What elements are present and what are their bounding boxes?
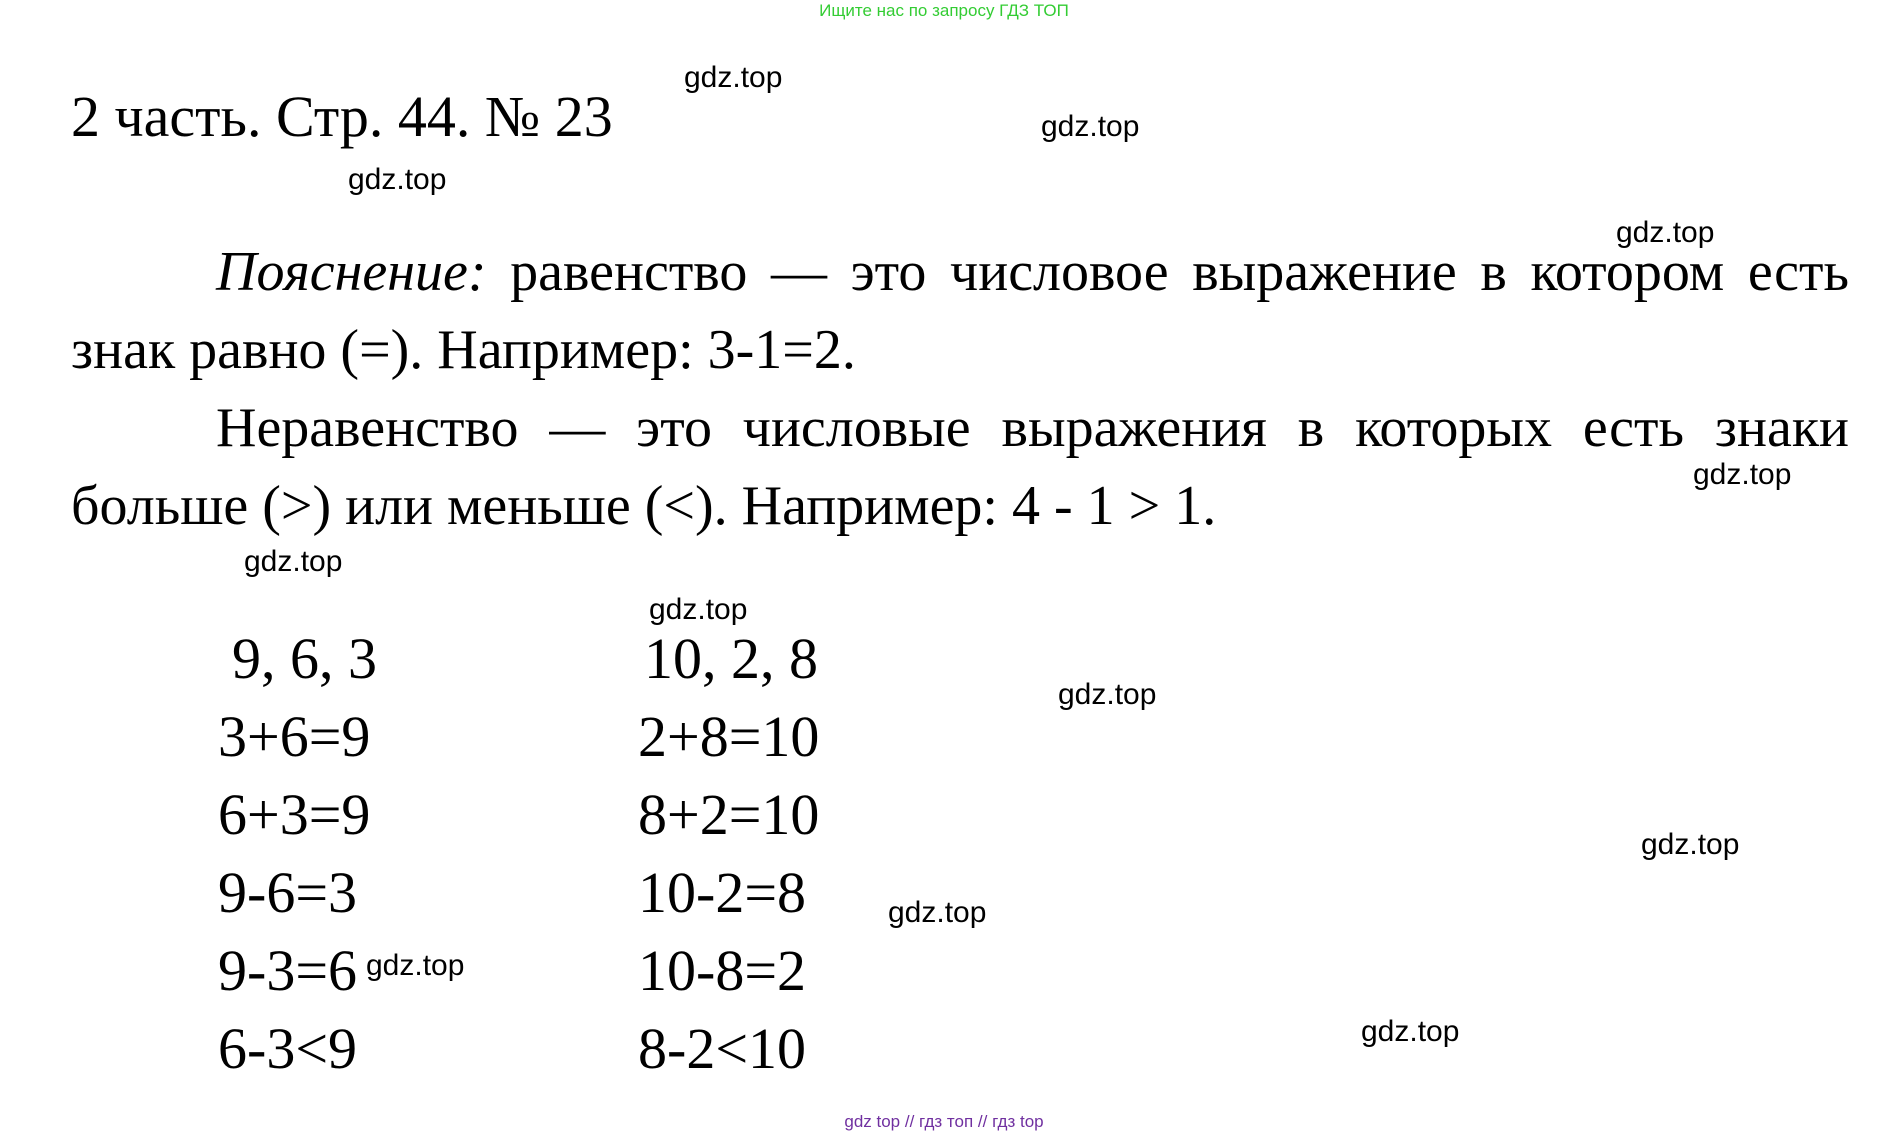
right-answer-column: [638, 620, 819, 1088]
expression: 10-8=2: [638, 938, 807, 1003]
footer-item: гдз топ: [919, 1112, 974, 1131]
footer-item: гдз top: [992, 1112, 1044, 1131]
expression: 6-3<9: [218, 1016, 358, 1081]
watermark: gdz.top: [1693, 458, 1792, 491]
watermark: gdz.top: [1641, 828, 1740, 861]
footer-separator: //: [904, 1112, 915, 1131]
inequality-explanation: [71, 389, 1849, 545]
watermark: gdz.top: [1616, 216, 1715, 249]
top-banner: [0, 0, 1888, 22]
number-set: 10, 2, 8: [644, 626, 818, 691]
expression: 8-2<10: [638, 1016, 807, 1081]
watermark: gdz.top: [1361, 1015, 1460, 1048]
explanation-label: Пояснение:: [216, 241, 487, 303]
footer: [0, 1111, 1888, 1132]
watermark: gdz.top: [366, 949, 465, 982]
inequality-text: Неравенство — это числовые выражения в которых есть знаки больше (>) или меньше (<). Например: 4 - 1 > 1.: [71, 397, 1849, 537]
left-answer-column: [218, 620, 377, 1088]
expression: 9-6=3: [218, 860, 358, 925]
expression: 8+2=10: [638, 782, 820, 847]
footer-item: gdz top: [844, 1112, 901, 1131]
watermark: gdz.top: [1058, 678, 1157, 711]
expression: 10-2=8: [638, 860, 807, 925]
watermark: gdz.top: [684, 61, 783, 94]
page-heading: 2 часть. Стр. 44. № 23: [71, 84, 613, 149]
watermark: gdz.top: [1041, 110, 1140, 143]
watermark: gdz.top: [888, 896, 987, 929]
footer-separator: //: [977, 1112, 988, 1131]
expression: 6+3=9: [218, 782, 371, 847]
equality-explanation: [71, 233, 1849, 389]
expression: 2+8=10: [638, 704, 820, 769]
expression: 9-3=6: [218, 938, 358, 1003]
watermark: gdz.top: [244, 545, 343, 578]
watermark: gdz.top: [348, 163, 447, 196]
equality-text: равенство — это числовое выражение в котором есть знак равно (=). Например: 3-1=2.: [71, 241, 1849, 381]
watermark: gdz.top: [649, 593, 748, 626]
expression: 3+6=9: [218, 704, 371, 769]
number-set: 9, 6, 3: [232, 626, 377, 691]
top-banner-text: Ищите нас по запросу ГДЗ ТОП: [819, 1, 1069, 20]
